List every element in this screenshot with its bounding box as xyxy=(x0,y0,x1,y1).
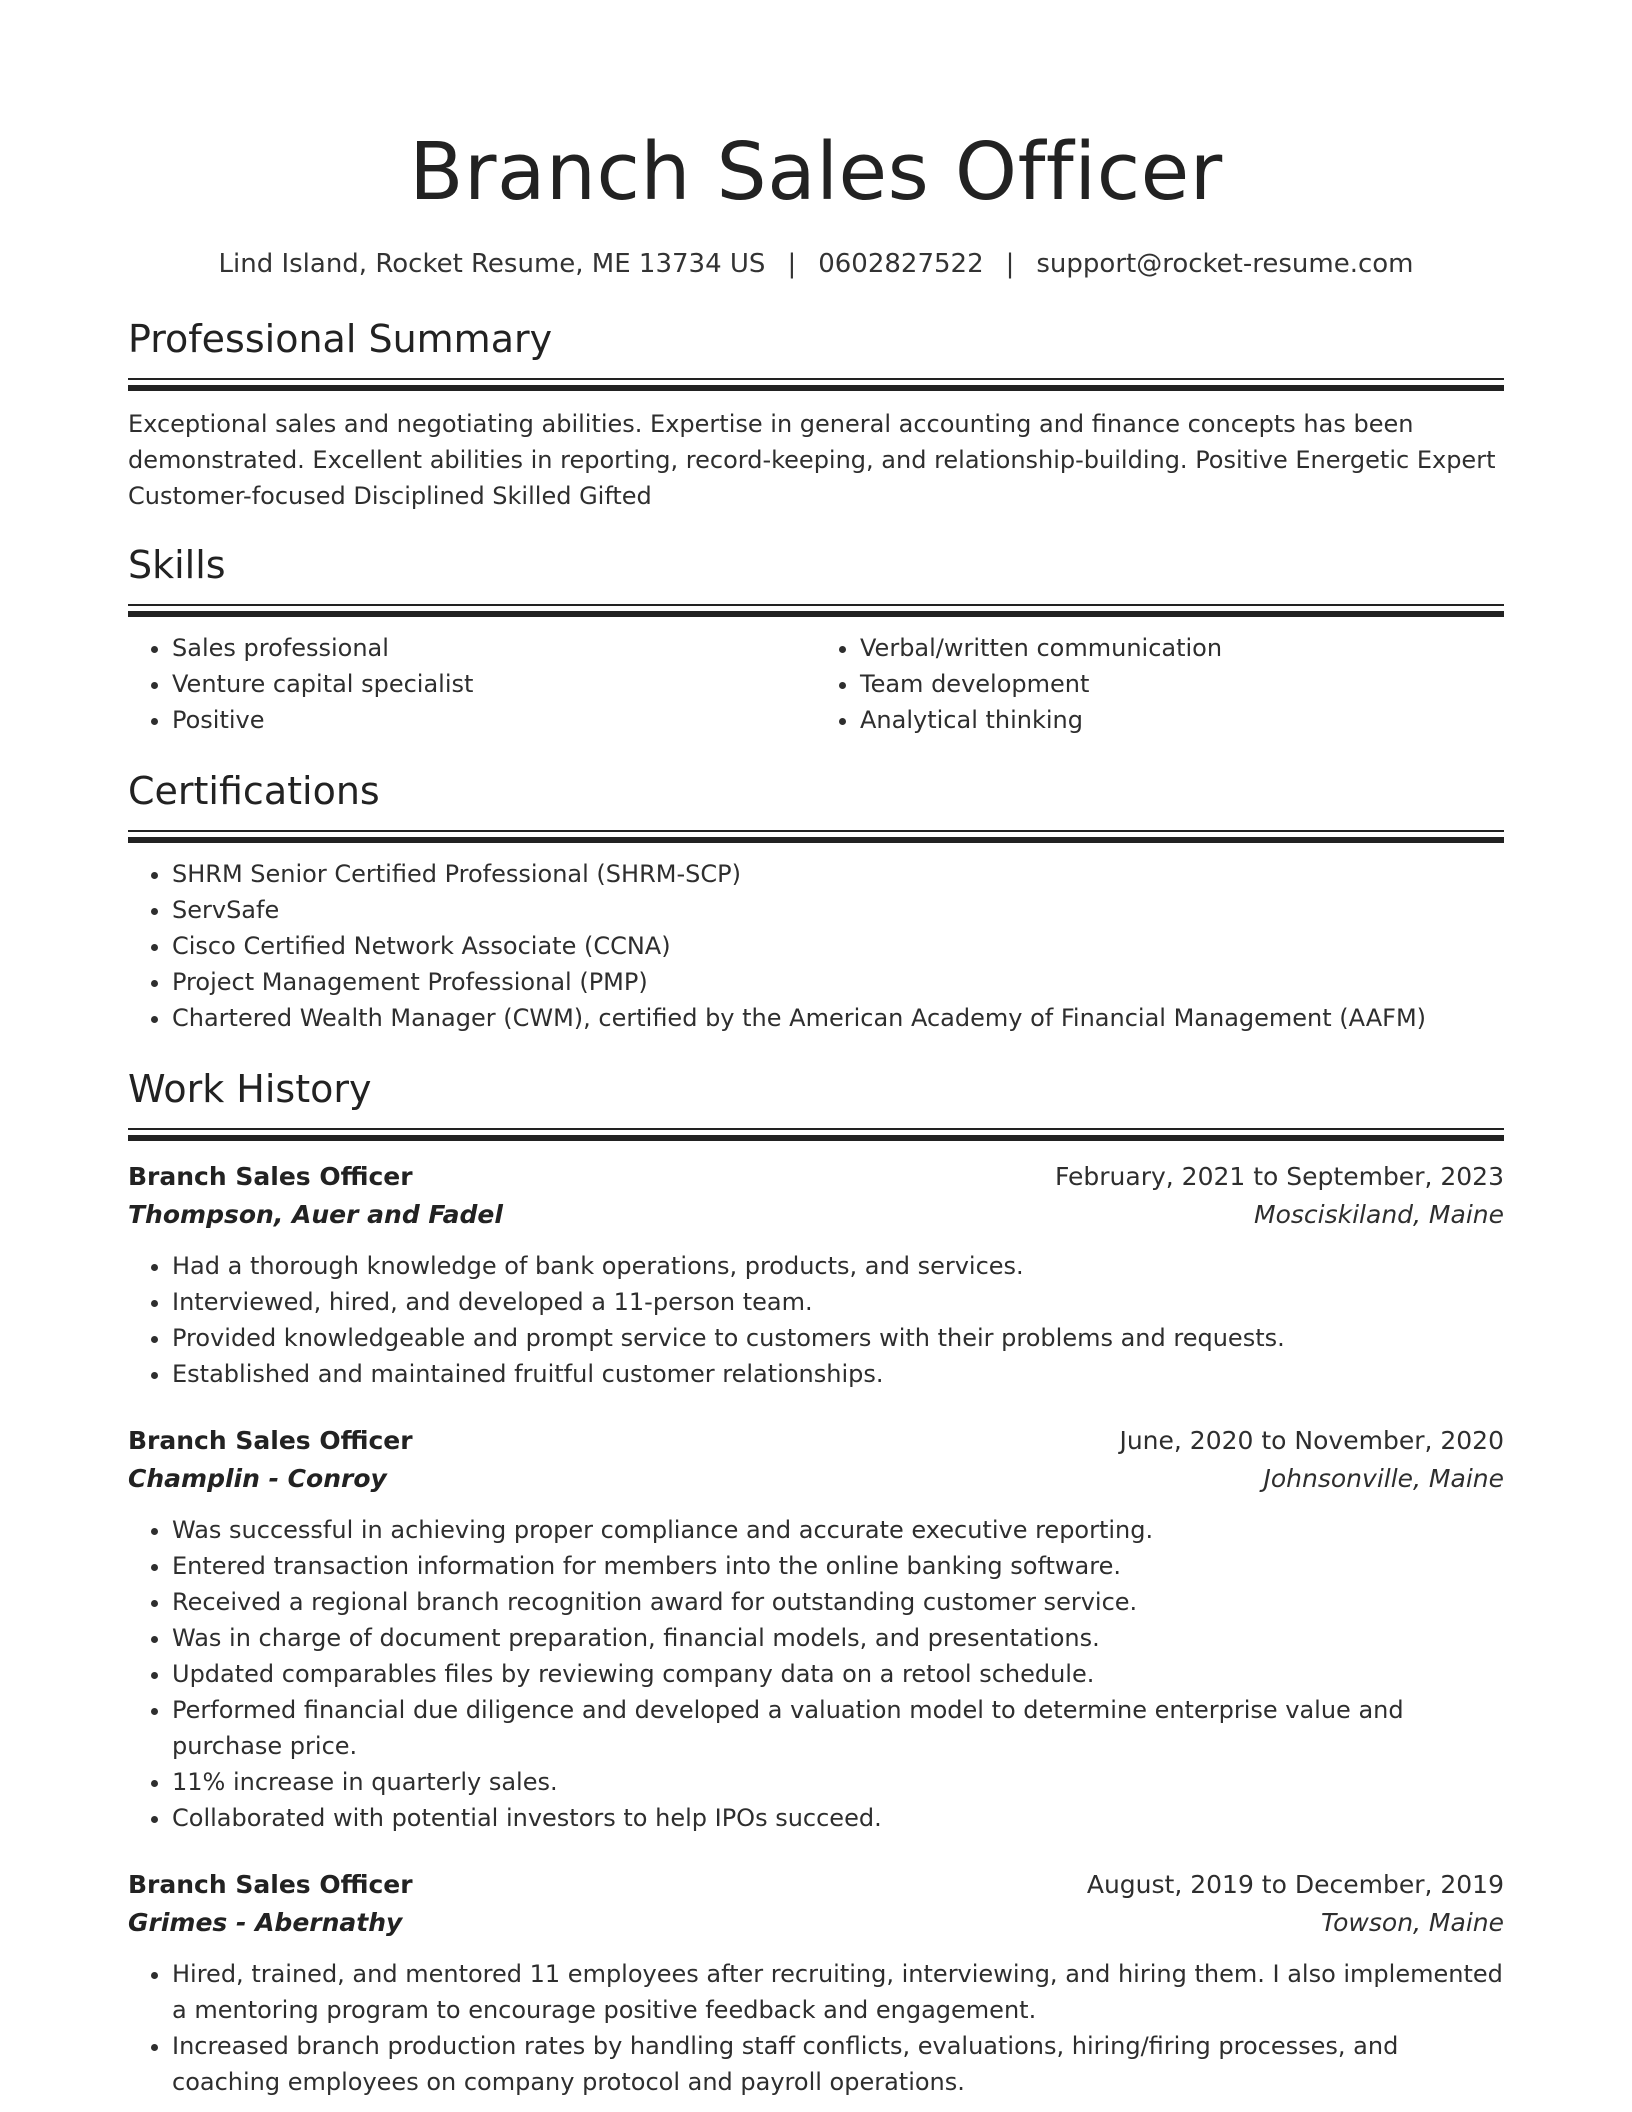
certification-item: • ServSafe xyxy=(172,892,1504,928)
section-divider xyxy=(128,604,1504,618)
skill-item: • Sales professional xyxy=(172,630,816,666)
job-location: Towson, Maine xyxy=(1320,1908,1504,1937)
section-divider xyxy=(128,830,1504,844)
certification-item: • Chartered Wealth Manager (CWM), certified by the American Academy of Financial Management (AAFM) xyxy=(172,1000,1504,1036)
skill-item: • Team development xyxy=(860,666,1504,702)
section-certifications xyxy=(128,766,1504,1036)
section-title-certifications: Certifications xyxy=(128,769,380,813)
job-location: Mosciskiland, Maine xyxy=(1254,1200,1504,1229)
section-work-history xyxy=(128,1064,1504,2100)
contact-email[interactable]: support@rocket-resume.com xyxy=(1036,249,1414,279)
skill-item: • Venture capital specialist xyxy=(172,666,816,702)
job-entry xyxy=(128,1158,1504,1392)
certification-item: • SHRM Senior Certified Professional (SHRM-SCP) xyxy=(172,856,1504,892)
skills-grid xyxy=(128,618,1504,738)
job-bullet: • Interviewed, hired, and developed a 11-person team. xyxy=(172,1284,1504,1320)
job-bullet: • Was successful in achieving proper compliance and accurate executive reporting. xyxy=(172,1512,1504,1548)
job-bullet: • Was in charge of document preparation, financial models, and presentations. xyxy=(172,1620,1504,1656)
job-bullet: • Collaborated with potential investors to help IPOs succeed. xyxy=(172,1800,1504,1836)
job-dates: February, 2021 to September, 2023 xyxy=(1055,1162,1504,1191)
certifications-list xyxy=(128,856,1504,1036)
job-company: Grimes - Abernathy xyxy=(128,1908,403,1937)
certification-item: • Project Management Professional (PMP) xyxy=(172,964,1504,1000)
candidate-name: Branch Sales Officer xyxy=(409,126,1223,218)
section-summary xyxy=(128,314,1504,514)
job-title: Branch Sales Officer xyxy=(128,1426,413,1455)
job-title: Branch Sales Officer xyxy=(128,1162,413,1191)
summary-text: Exceptional sales and negotiating abilities. Expertise in general accounting and finance concepts has been demonstrated. Excellent abilities in reporting, record-keeping, and relationship-building. Positive Energetic Expert Customer-focused Disciplined Skilled Gifted xyxy=(128,410,1496,510)
job-entry xyxy=(128,1422,1504,1836)
job-company: Thompson, Auer and Fadel xyxy=(128,1200,503,1229)
job-bullet: • Entered transaction information for members into the online banking software. xyxy=(172,1548,1504,1584)
section-title-work-history: Work History xyxy=(128,1067,372,1111)
job-bullets xyxy=(128,1512,1504,1836)
job-bullet: • Received a regional branch recognition award for outstanding customer service. xyxy=(172,1584,1504,1620)
section-divider xyxy=(128,1128,1504,1142)
job-title: Branch Sales Officer xyxy=(128,1870,413,1899)
job-entry xyxy=(128,1866,1504,2100)
job-dates: June, 2020 to November, 2020 xyxy=(1119,1426,1504,1455)
job-bullets xyxy=(128,1248,1504,1392)
job-bullet: • Had a thorough knowledge of bank operations, products, and services. xyxy=(172,1248,1504,1284)
section-title-summary: Professional Summary xyxy=(128,317,553,361)
section-divider xyxy=(128,378,1504,392)
skill-item: • Verbal/written communication xyxy=(860,630,1504,666)
contact-separator: | xyxy=(1005,249,1015,279)
skills-list-left xyxy=(128,630,816,738)
job-bullet: • Updated comparables files by reviewing company data on a retool schedule. xyxy=(172,1656,1504,1692)
contact-separator: | xyxy=(787,249,797,279)
job-dates: August, 2019 to December, 2019 xyxy=(1086,1870,1504,1899)
contact-address: Lind Island, Rocket Resume, ME 13734 US xyxy=(218,249,766,279)
contact-phone: 0602827522 xyxy=(818,249,984,279)
job-company: Champlin - Conroy xyxy=(128,1464,387,1493)
skill-item: • Analytical thinking xyxy=(860,702,1504,738)
job-bullet: • Provided knowledgeable and prompt service to customers with their problems and requests. xyxy=(172,1320,1504,1356)
section-title-skills: Skills xyxy=(128,543,226,587)
job-bullet: • 11% increase in quarterly sales. xyxy=(172,1764,1504,1800)
skills-list-right xyxy=(816,630,1504,738)
skill-item: • Positive xyxy=(172,702,816,738)
job-bullet: • Performed financial due diligence and developed a valuation model to determine enterprise value and purchase price. xyxy=(172,1692,1504,1764)
section-skills xyxy=(128,540,1504,738)
job-location: Johnsonville, Maine xyxy=(1263,1464,1504,1493)
job-bullet: • Increased branch production rates by handling staff conflicts, evaluations, hiring/firing processes, and coaching employees on company protocol and payroll operations. xyxy=(172,2028,1504,2100)
certification-item: • Cisco Certified Network Associate (CCNA) xyxy=(172,928,1504,964)
contact-line xyxy=(128,246,1504,282)
resume-page xyxy=(128,0,1504,2100)
job-bullet: • Hired, trained, and mentored 11 employees after recruiting, interviewing, and hiring them. I also implemented a mentoring program to encourage positive feedback and engagement. xyxy=(172,1956,1504,2028)
job-bullet: • Established and maintained fruitful customer relationships. xyxy=(172,1356,1504,1392)
job-bullets xyxy=(128,1956,1504,2100)
